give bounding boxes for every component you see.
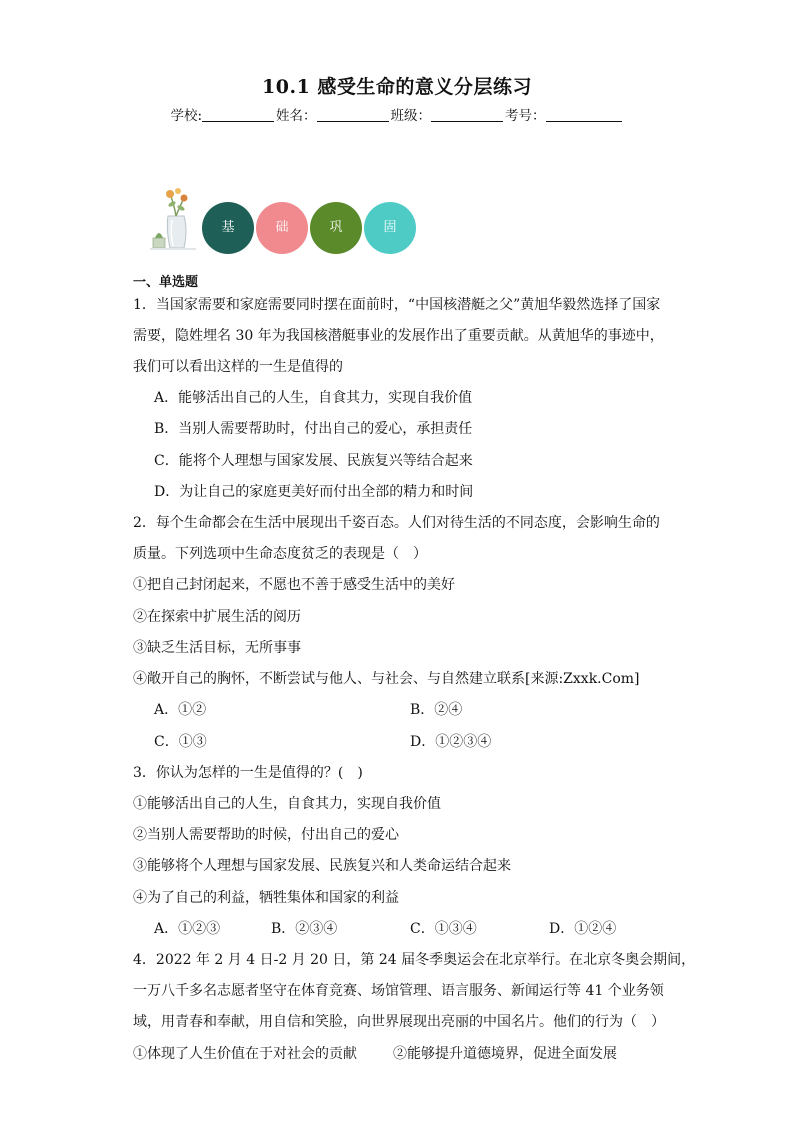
q2-statement-4: ④敞开自己的胸怀，不断尝试与他人、与社会、与自然建立联系[来源:Zxxk.Com] xyxy=(133,671,640,687)
q4-statement-1: ①体现了人生价值在于对社会的贡献 xyxy=(133,1046,357,1062)
q2-option-a[interactable]: A．①② xyxy=(154,702,207,718)
q4-stem-line-1: 4．2022 年 2 月 4 日-2 月 20 日，第 24 届冬季奥运会在北京举行。在北京冬奥会期间， xyxy=(133,952,696,968)
q2-statement-3: ③缺乏生活目标，无所事事 xyxy=(133,640,301,656)
q3-option-c[interactable]: C．①③④ xyxy=(410,921,477,937)
q3-statement-1: ①能够活出自己的人生，自食其力，实现自我价值 xyxy=(133,796,441,812)
q3-statement-2: ②当别人需要帮助的时候，付出自己的爱心 xyxy=(133,827,399,843)
q2-statement-2: ②在探索中扩展生活的阅历 xyxy=(133,609,301,625)
q1-stem-line-1: 1．当国家需要和家庭需要同时摆在面前时，“中国核潜艇之父”黄旭华毅然选择了国家 xyxy=(133,297,661,313)
q2-stem-line-1: 2．每个生命都会在生活中展现出千姿百态。人们对待生活的不同态度，会影响生命的 xyxy=(133,515,660,531)
q2-option-c[interactable]: C．①③ xyxy=(154,734,207,750)
q3-option-d[interactable]: D．①②④ xyxy=(549,921,617,937)
q2-option-b[interactable]: B．②④ xyxy=(410,702,463,718)
q2-statement-1: ①把自己封闭起来，不愿也不善于感受生活中的美好 xyxy=(133,577,455,593)
class-label: 班级： xyxy=(390,108,432,124)
page-title: 10.1 感受生命的意义分层练习 xyxy=(262,76,532,98)
badge-circle-3: 巩 xyxy=(310,202,362,254)
name-blank xyxy=(317,107,389,122)
q1-option-c[interactable]: C．能将个人理想与国家发展、民族复兴等结合起来 xyxy=(154,453,473,469)
section-badge xyxy=(150,186,430,256)
q4-statement-2: ②能够提升道德境界，促进全面发展 xyxy=(393,1046,617,1062)
q1-stem-line-2: 需要，隐姓埋名 30 年为我国核潜艇事业的发展作出了重要贡献。从黄旭华的事迹中， xyxy=(133,328,664,344)
q2-stem-line-2: 质量。下列选项中生命态度贫乏的表现是（ ） xyxy=(133,546,427,562)
school-label: 学校: xyxy=(170,108,203,124)
q4-stem-line-3: 域，用青春和奉献，用自信和笑脸，向世界展现出亮丽的中国名片。他们的行为（ ） xyxy=(133,1014,665,1030)
q3-statement-4: ④为了自己的利益，牺牲集体和国家的利益 xyxy=(133,890,399,906)
q3-option-a[interactable]: A．①②③ xyxy=(154,921,221,937)
class-blank xyxy=(431,107,503,122)
q1-option-b[interactable]: B．当别人需要帮助时，付出自己的爱心，承担责任 xyxy=(154,421,473,437)
section-heading: 一、单选题 xyxy=(133,275,199,290)
name-label: 姓名： xyxy=(276,108,317,124)
student-info-row xyxy=(0,104,794,124)
q1-option-d[interactable]: D．为让自己的家庭更美好而付出全部的精力和时间 xyxy=(154,484,474,500)
q3-option-b[interactable]: B．②③④ xyxy=(271,921,338,937)
plant-vase-icon xyxy=(150,186,196,256)
id-label: 考号： xyxy=(505,108,546,124)
id-blank xyxy=(546,107,622,122)
q3-stem-line-1: 3．你认为怎样的一生是值得的？( ) xyxy=(133,765,363,781)
badge-circle-2: 础 xyxy=(256,202,308,254)
q3-statement-3: ③能够将个人理想与国家发展、民族复兴和人类命运结合起来 xyxy=(133,858,511,874)
q4-stem-line-2: 一万八千多名志愿者坚守在体育竞赛、场馆管理、语言服务、新闻运行等 41 个业务领 xyxy=(133,983,664,999)
badge-circle-4: 固 xyxy=(364,202,416,254)
q1-stem-line-3: 我们可以看出这样的一生是值得的 xyxy=(133,359,343,375)
q2-option-d[interactable]: D．①②③④ xyxy=(410,734,492,750)
badge-circle-1: 基 xyxy=(202,202,254,254)
school-blank xyxy=(202,107,274,122)
q1-option-a[interactable]: A．能够活出自己的人生，自食其力，实现自我价值 xyxy=(154,390,473,406)
